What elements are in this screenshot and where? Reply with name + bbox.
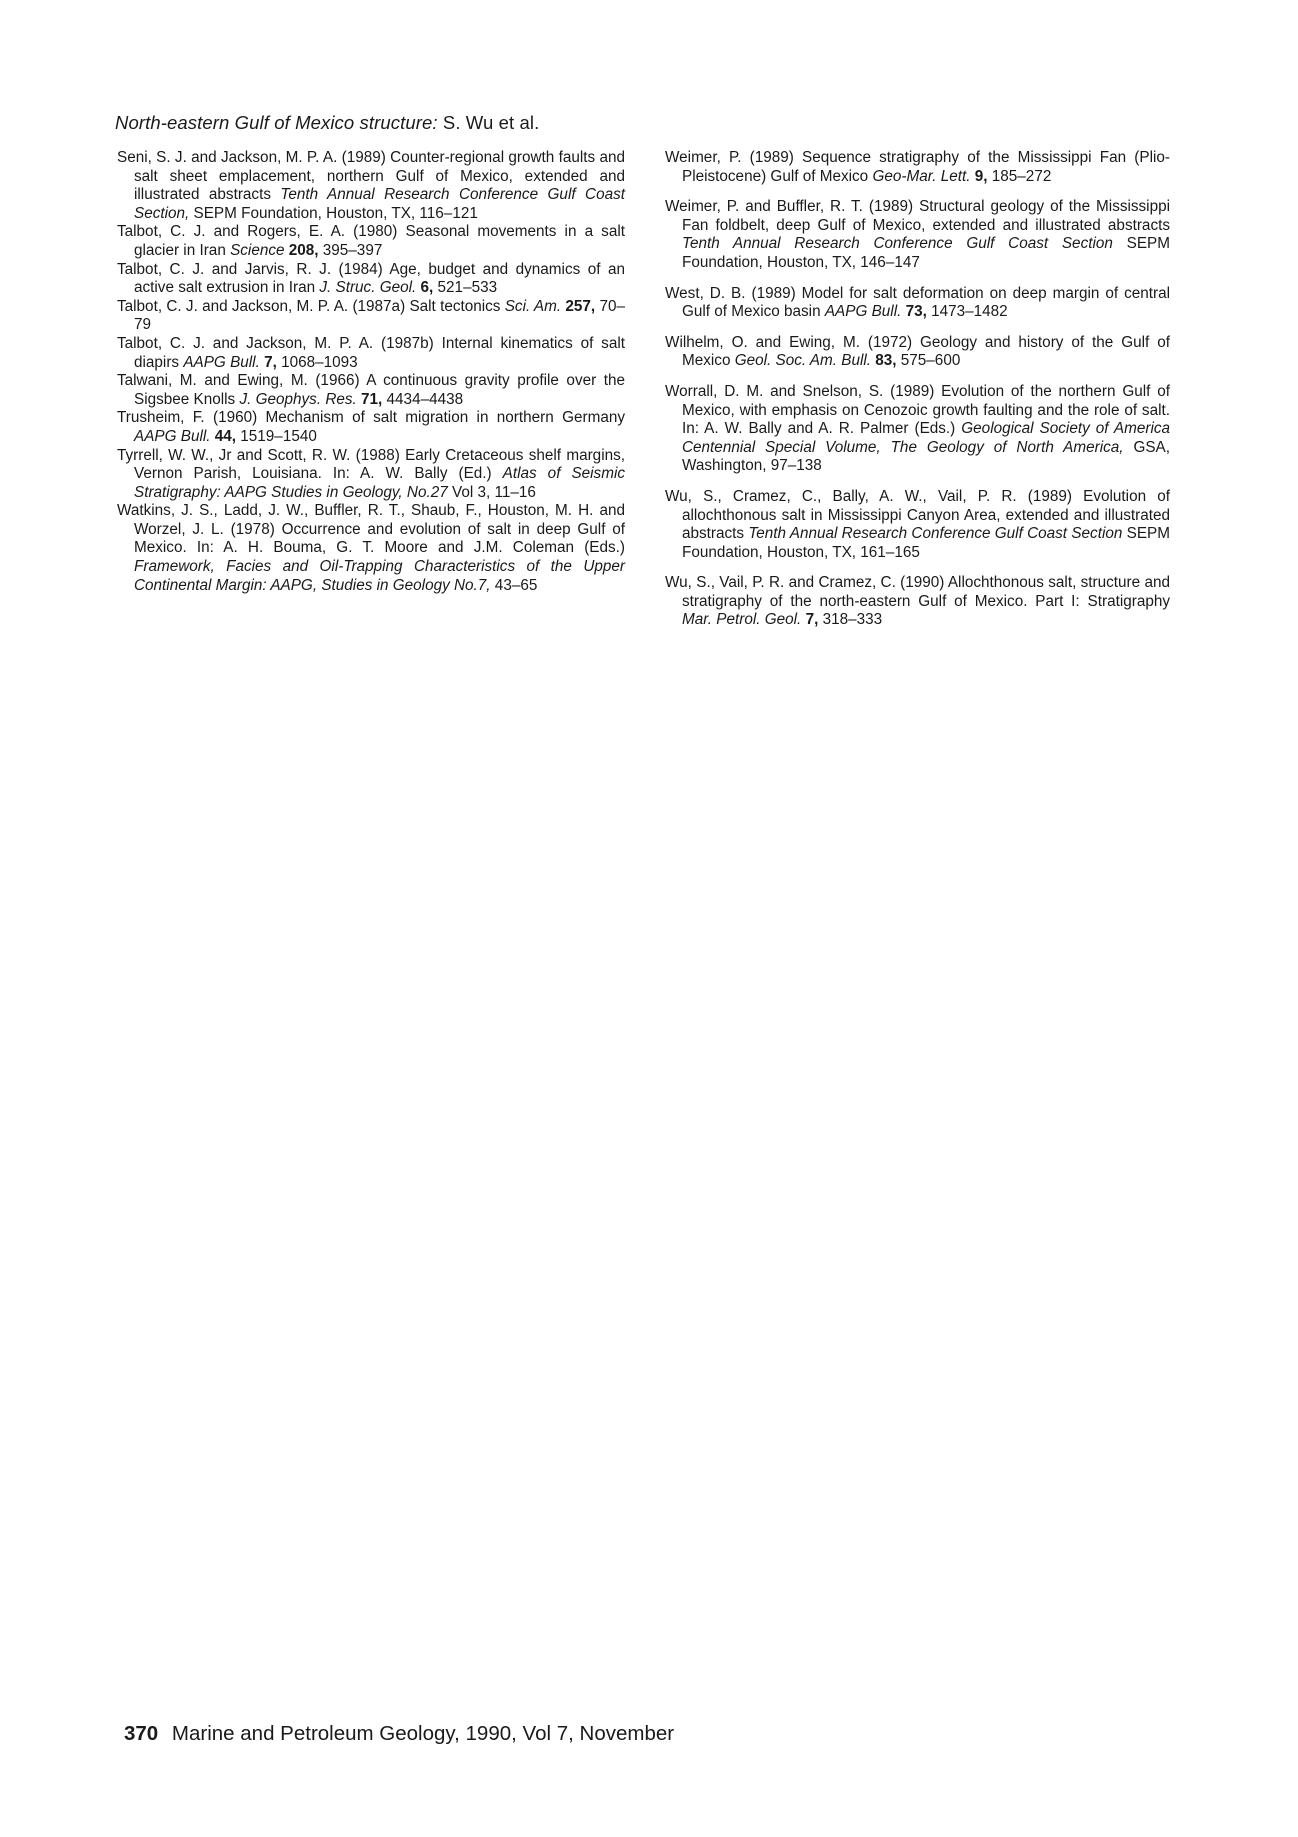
reference-text: Seni, S. J. and Jackson, M. P. A. (1989) Counter-regional growth faults and salt sheet emplacement, northern Gulf of Mexico, extended and illustrated abstracts (117, 149, 625, 204)
reference-title: Tenth Annual Research Conference Gulf Coast Section (748, 525, 1123, 543)
reference-volume: 83, (875, 352, 897, 370)
reference-text: 575–600 (896, 352, 961, 370)
reference-entry (117, 335, 625, 372)
reference-title: Sci. Am. (504, 297, 562, 315)
reference-text: Trusheim, F. (1960) Mechanism of salt migration in northern Germany (117, 409, 625, 427)
reference-text: Weimer, P. and Buffler, R. T. (1989) Structural geology of the Mississippi Fan foldbelt, deep Gulf of Mexico, extended and illustrated abstracts (665, 198, 1170, 234)
reference-volume: 257, (565, 297, 596, 315)
references-left-column (117, 149, 625, 595)
reference-title: Atlas of Seismic Stratigraphy: AAPG Studies in Geology, No.27 (134, 465, 625, 501)
reference-entry (665, 198, 1170, 272)
running-head (115, 112, 539, 134)
reference-entry (665, 334, 1170, 371)
reference-volume: 73, (905, 303, 927, 321)
reference-title: Framework, Facies and Oil-Trapping Characteristics of the Upper Continental Margin: AAPG, Studies in Geology No.7, (134, 558, 625, 594)
reference-volume: 7, (264, 353, 277, 371)
reference-title: AAPG Bull. (824, 303, 902, 321)
reference-entry (665, 488, 1170, 562)
reference-entry (117, 372, 625, 409)
reference-title: Geol. Soc. Am. Bull. (734, 352, 872, 370)
reference-text: Vol 3, 11–16 (447, 483, 536, 501)
reference-text: SEPM Foundation, Houston, TX, 116–121 (189, 204, 478, 222)
reference-text: Wu, S., Cramez, C., Bally, A. W., Vail, P. R. (1989) Evolution of allochthonous salt in Mississippi Canyon Area, extended and illustrated abstracts (665, 487, 1170, 543)
reference-title: J. Geophys. Res. (239, 390, 357, 408)
reference-text: Worrall, D. M. and Snelson, S. (1989) Evolution of the northern Gulf of Mexico, with emphasis on Cenozoic growth faulting and the role of salt. In: A. W. Bally and A. R. Palmer (Eds.) (665, 382, 1170, 438)
reference-title: Tenth Annual Research Conference Gulf Coast Section (682, 235, 1113, 253)
reference-text: 43–65 (490, 576, 538, 594)
reference-entry (117, 261, 625, 298)
page-number: 370 (124, 1722, 159, 1745)
reference-text: 395–397 (318, 241, 383, 259)
reference-text: Wilhelm, O. and Ewing, M. (1972) Geology and history of the Gulf of Mexico (665, 333, 1170, 370)
reference-volume: 7, (805, 611, 819, 629)
reference-text: West, D. B. (1989) Model for salt deformation on deep margin of central Gulf of Mexico basin (665, 284, 1170, 321)
reference-title: Tenth Annual Research Conference Gulf Coast Section, (134, 186, 625, 222)
running-head-authors: S. Wu et al. (442, 112, 540, 133)
reference-text: 318–333 (818, 611, 883, 629)
reference-title: AAPG Bull. (134, 427, 211, 445)
reference-volume: 71, (361, 390, 383, 408)
reference-text: Tyrrell, W. W., Jr and Scott, R. W. (1988) Early Cretaceous shelf margins, Vernon Parish, Louisiana. In: A. W. Bally (Ed.) (117, 446, 625, 483)
reference-entry (665, 574, 1170, 630)
running-head-title: North-eastern Gulf of Mexico structure: (115, 112, 438, 133)
reference-title: Geological Society of America Centennial Special Volume, The Geology of North America, (682, 420, 1171, 456)
reference-text: 1068–1093 (276, 353, 358, 371)
reference-entry (117, 223, 625, 260)
reference-text: SEPM Foundation, Houston, TX, 146–147 (682, 235, 1170, 271)
reference-title: Science (230, 241, 285, 259)
page-footer (124, 1722, 674, 1746)
references-right-column (665, 149, 1170, 642)
reference-entry (117, 447, 625, 503)
reference-text: 1519–1540 (236, 427, 317, 445)
reference-text: Talbot, C. J. and Rogers, E. A. (1980) Seasonal movements in a salt glacier in Iran (117, 223, 625, 259)
reference-volume: 208, (288, 241, 319, 259)
reference-text: 4434–4438 (382, 390, 464, 408)
reference-entry (117, 502, 625, 595)
reference-text: Watkins, J. S., Ladd, J. W., Buffler, R. T., Shaub, F., Houston, M. H. and Worzel, J. L. (1978) Occurrence and evolution of salt in deep Gulf of Mexico. In: A. H. Bouma, G. T. Moore and J.M. Coleman (Eds.) (117, 502, 625, 557)
reference-title: Mar. Petrol. Geol. (682, 611, 802, 629)
reference-volume: 9, (974, 167, 988, 185)
reference-entry (117, 409, 625, 446)
reference-text: Talbot, C. J. and Jackson, M. P. A. (1987a) Salt tectonics (117, 297, 505, 315)
reference-entry (665, 285, 1170, 322)
reference-text: Talbot, C. J. and Jackson, M. P. A. (1987b) Internal kinematics of salt diapirs (117, 334, 625, 371)
reference-entry (665, 383, 1170, 476)
reference-entry (117, 149, 625, 223)
reference-text: Talwani, M. and Ewing, M. (1966) A continuous gravity profile over the Sigsbee Knolls (117, 372, 625, 408)
reference-text: Weimer, P. (1989) Sequence stratigraphy of the Mississippi Fan (Plio-Pleistocene) Gulf of Mexico (665, 149, 1170, 185)
reference-text: 70–79 (134, 297, 625, 334)
reference-title: AAPG Bull. (183, 353, 260, 371)
reference-volume: 44, (214, 427, 237, 445)
reference-text: Talbot, C. J. and Jarvis, R. J. (1984) Age, budget and dynamics of an active salt extrusion in Iran (117, 260, 625, 297)
reference-entry (117, 298, 625, 335)
reference-text: 521–533 (433, 279, 498, 297)
reference-volume: 6, (420, 279, 434, 297)
reference-text: SEPM Foundation, Houston, TX, 161–165 (682, 525, 1170, 561)
reference-entry (665, 149, 1170, 186)
journal-citation: Marine and Petroleum Geology, 1990, Vol 7, November (171, 1722, 675, 1745)
reference-title: Geo-Mar. Lett. (872, 167, 971, 185)
reference-text: Wu, S., Vail, P. R. and Cramez, C. (1990) Allochthonous salt, structure and stratigraphy of the north-eastern Gulf of Mexico. Part I: Stratigraphy (665, 574, 1170, 610)
reference-text: GSA, Washington, 97–138 (682, 438, 1170, 475)
reference-text: 185–272 (987, 167, 1052, 185)
reference-title: J. Struc. Geol. (319, 279, 417, 297)
reference-text: 1473–1482 (926, 303, 1008, 321)
